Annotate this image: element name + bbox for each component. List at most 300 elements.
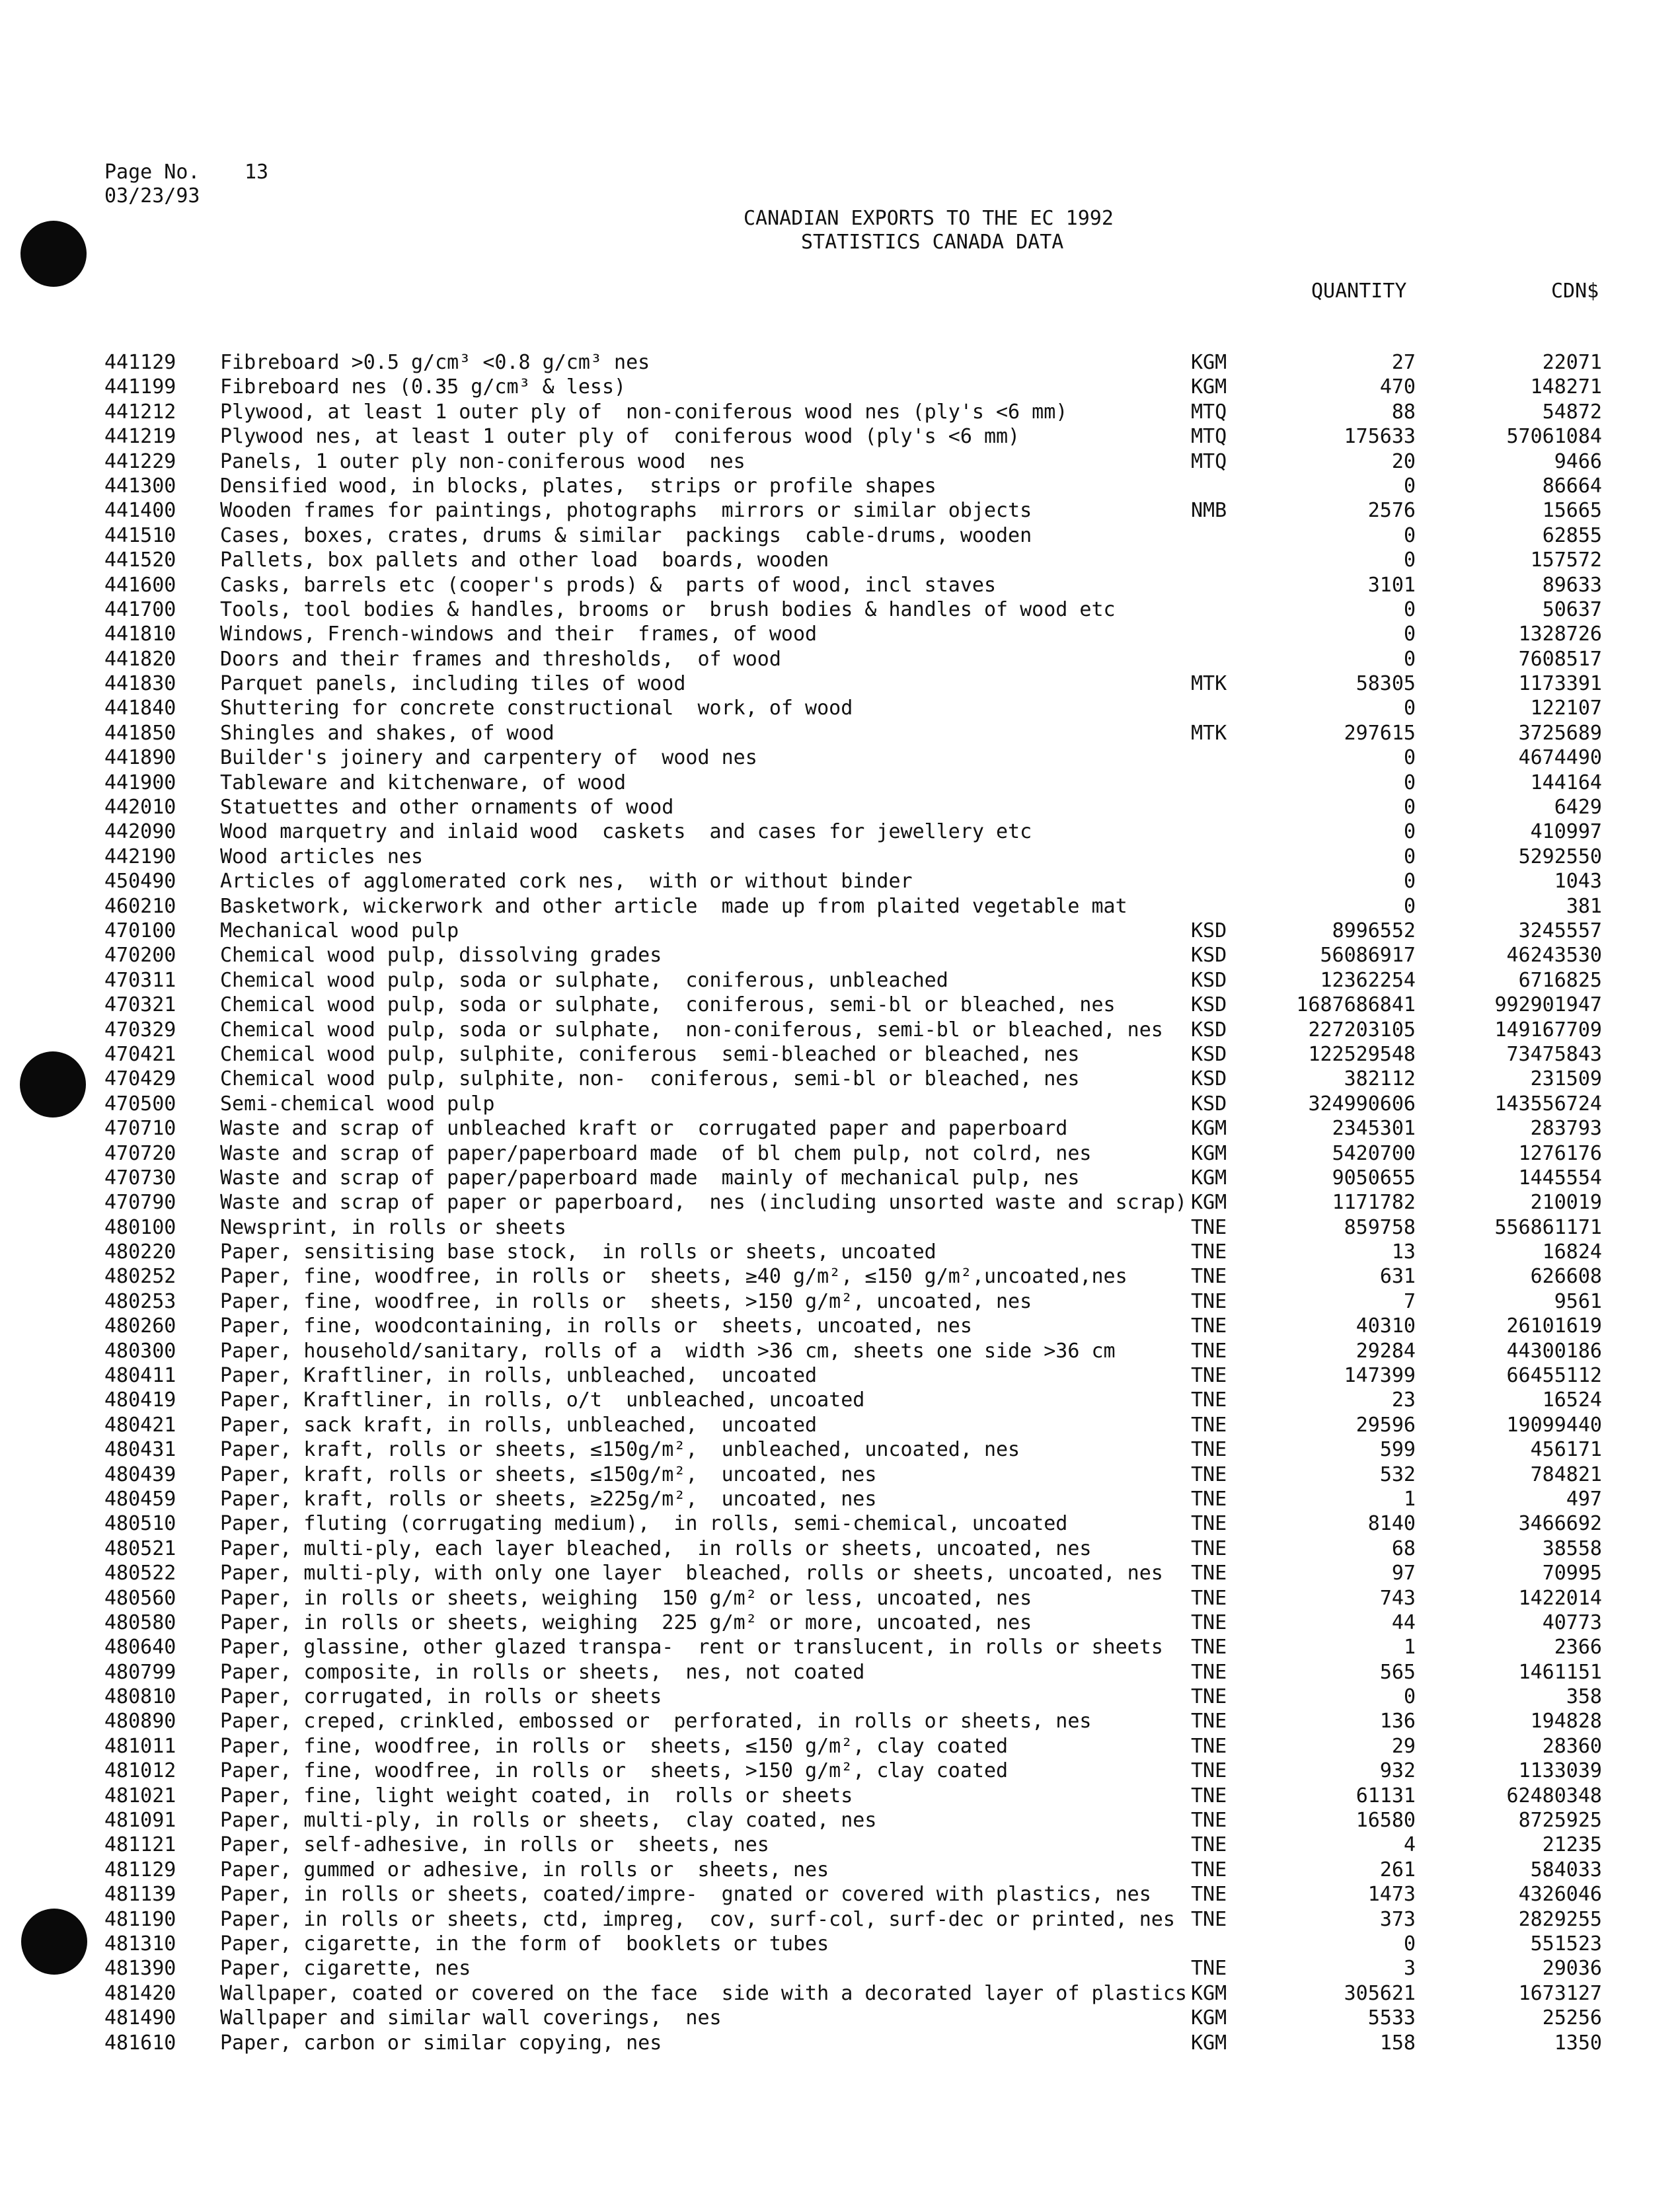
quantity-value: 0	[1403, 845, 1416, 868]
commodity-description: Paper, fine, woodfree, in rolls or sheets, >150 g/m², clay coated	[220, 1759, 1009, 1783]
cdn-dollar-value: 44300186	[1506, 1339, 1602, 1363]
cdn-dollar-value: 1445554	[1518, 1166, 1602, 1190]
table-row	[0, 623, 1680, 648]
unit-of-measure: TNE	[1191, 1710, 1227, 1733]
unit-of-measure: TNE	[1191, 1339, 1227, 1363]
commodity-description: Fibreboard >0.5 g/cm³ <0.8 g/cm³ nes	[220, 351, 650, 374]
quantity-value: 3	[1403, 1957, 1416, 1981]
cdn-dollar-value: 21235	[1542, 1833, 1602, 1857]
commodity-description: Paper, multi-ply, with only one layer bleached, rolls or sheets, uncoated, nes	[220, 1562, 1163, 1585]
quantity-value: 0	[1403, 647, 1416, 671]
cdn-dollar-value: 1276176	[1518, 1141, 1602, 1165]
cdn-dollar-value: 6716825	[1518, 968, 1602, 992]
table-row	[0, 747, 1680, 771]
commodity-description: Paper, kraft, rolls or sheets, ≤150g/m², unbleached, uncoated, nes	[220, 1438, 1020, 1462]
commodity-description: Paper, fine, woodfree, in rolls or sheets, ≤150 g/m², clay coated	[220, 1734, 1009, 1758]
quantity-value: 373	[1379, 1907, 1416, 1931]
quantity-value: 40310	[1355, 1314, 1416, 1338]
commodity-code: 470730	[104, 1166, 176, 1190]
commodity-code: 480253	[104, 1289, 176, 1313]
table-row	[0, 1143, 1680, 1167]
commodity-description: Wood marquetry and inlaid wood caskets and cases for jewellery etc	[220, 820, 1032, 844]
unit-of-measure: KSD	[1191, 968, 1227, 992]
commodity-description: Paper, in rolls or sheets, weighing 150 g/m² or less, uncoated, nes	[220, 1586, 1032, 1610]
commodity-code: 441300	[104, 474, 176, 498]
column-header-value: CDN$	[1551, 280, 1599, 303]
table-row	[0, 376, 1680, 400]
cdn-dollar-value: 28360	[1542, 1734, 1602, 1758]
commodity-code: 481420	[104, 1981, 176, 2005]
table-row	[0, 475, 1680, 500]
quantity-value: 8140	[1367, 1512, 1416, 1536]
table-row	[0, 1192, 1680, 1216]
table-row	[0, 1365, 1680, 1389]
table-row	[0, 648, 1680, 673]
commodity-code: 442190	[104, 845, 176, 868]
unit-of-measure: KGM	[1191, 1981, 1227, 2005]
unit-of-measure: TNE	[1191, 1388, 1227, 1412]
commodity-description: Chemical wood pulp, sulphite, coniferous semi-bleached or bleached, nes	[220, 1042, 1080, 1066]
commodity-code: 441600	[104, 573, 176, 597]
cdn-dollar-value: 2366	[1554, 1636, 1602, 1659]
quantity-value: 122529548	[1308, 1042, 1416, 1066]
cdn-dollar-value: 1328726	[1518, 623, 1602, 646]
quantity-value: 8996552	[1332, 919, 1416, 942]
table-row	[0, 1636, 1680, 1661]
unit-of-measure: KSD	[1191, 1067, 1227, 1091]
quantity-value: 136	[1379, 1710, 1416, 1733]
unit-of-measure: TNE	[1191, 1215, 1227, 1239]
quantity-value: 29596	[1355, 1413, 1416, 1437]
cdn-dollar-value: 54872	[1542, 400, 1602, 424]
cdn-dollar-value: 62480348	[1506, 1784, 1602, 1807]
commodity-code: 470200	[104, 944, 176, 967]
quantity-value: 0	[1403, 746, 1416, 770]
quantity-value: 0	[1403, 870, 1416, 893]
quantity-value: 61131	[1355, 1784, 1416, 1807]
commodity-description: Newsprint, in rolls or sheets	[220, 1215, 566, 1239]
table-row	[0, 1513, 1680, 1537]
commodity-code: 480510	[104, 1512, 176, 1536]
commodity-description: Chemical wood pulp, soda or sulphate, coniferous, unbleached	[220, 968, 948, 992]
commodity-code: 481190	[104, 1907, 176, 1931]
quantity-value: 470	[1379, 375, 1416, 399]
cdn-dollar-value: 46243530	[1506, 944, 1602, 967]
cdn-dollar-value: 1673127	[1518, 1981, 1602, 2005]
quantity-value: 97	[1391, 1562, 1416, 1585]
quantity-value: 16580	[1355, 1809, 1416, 1833]
commodity-description: Chemical wood pulp, sulphite, non- coniferous, semi-bl or bleached, nes	[220, 1067, 1080, 1091]
cdn-dollar-value: 1043	[1554, 870, 1602, 893]
table-row	[0, 1241, 1680, 1266]
commodity-description: Wallpaper and similar wall coverings, nes	[220, 2006, 722, 2030]
quantity-value: 2576	[1367, 499, 1416, 523]
quantity-value: 5420700	[1332, 1141, 1416, 1165]
cdn-dollar-value: 9466	[1554, 449, 1602, 473]
commodity-code: 480300	[104, 1339, 176, 1363]
commodity-description: Paper, self-adhesive, in rolls or sheets, nes	[220, 1833, 769, 1857]
table-row	[0, 1167, 1680, 1192]
commodity-description: Paper, multi-ply, in rolls or sheets, clay coated, nes	[220, 1809, 877, 1833]
unit-of-measure: TNE	[1191, 1759, 1227, 1783]
unit-of-measure: KGM	[1191, 1117, 1227, 1141]
unit-of-measure: MTK	[1191, 721, 1227, 745]
quantity-value: 324990606	[1308, 1092, 1416, 1116]
commodity-description: Waste and scrap of paper or paperboard, nes (including unsorted waste and scrap)	[220, 1191, 1187, 1215]
quantity-value: 29	[1391, 1734, 1416, 1758]
commodity-code: 481011	[104, 1734, 176, 1758]
table-row	[0, 1809, 1680, 1834]
table-row	[0, 352, 1680, 376]
commodity-code: 470321	[104, 993, 176, 1017]
commodity-code: 480419	[104, 1388, 176, 1412]
commodity-description: Waste and scrap of unbleached kraft or corrugated paper and paperboard	[220, 1117, 1068, 1141]
table-row	[0, 1043, 1680, 1068]
quantity-value: 0	[1403, 894, 1416, 918]
quantity-value: 0	[1403, 771, 1416, 794]
unit-of-measure: KGM	[1191, 1166, 1227, 1190]
unit-of-measure: TNE	[1191, 1660, 1227, 1684]
quantity-value: 13	[1391, 1240, 1416, 1264]
quantity-value: 23	[1391, 1388, 1416, 1412]
column-header-quantity: QUANTITY	[1311, 280, 1407, 303]
page-number: 13	[245, 161, 269, 184]
unit-of-measure: KSD	[1191, 1018, 1227, 1042]
punch-hole-top	[20, 221, 87, 287]
commodity-description: Paper, fine, woodfree, in rolls or sheets, ≥40 g/m², ≤150 g/m²,uncoated,nes	[220, 1265, 1127, 1289]
quantity-value: 382112	[1344, 1067, 1416, 1091]
commodity-description: Mechanical wood pulp	[220, 919, 459, 942]
quantity-value: 0	[1403, 597, 1416, 621]
commodity-code: 442090	[104, 820, 176, 844]
quantity-value: 0	[1403, 474, 1416, 498]
commodity-code: 480799	[104, 1660, 176, 1684]
commodity-description: Paper, kraft, rolls or sheets, ≤150g/m², uncoated, nes	[220, 1462, 877, 1486]
unit-of-measure: TNE	[1191, 1512, 1227, 1536]
table-row	[0, 1562, 1680, 1587]
quantity-value: 743	[1379, 1586, 1416, 1610]
commodity-code: 441520	[104, 549, 176, 572]
cdn-dollar-value: 2829255	[1518, 1907, 1602, 1931]
quantity-value: 5533	[1367, 2006, 1416, 2030]
quantity-value: 0	[1403, 1932, 1416, 1955]
table-row	[0, 1883, 1680, 1908]
commodity-description: Waste and scrap of paper/paperboard made of bl chem pulp, not colrd, nes	[220, 1141, 1092, 1165]
cdn-dollar-value: 231509	[1530, 1067, 1602, 1091]
commodity-code: 441199	[104, 375, 176, 399]
cdn-dollar-value: 38558	[1542, 1536, 1602, 1560]
quantity-value: 20	[1391, 449, 1416, 473]
commodity-description: Wood articles nes	[220, 845, 424, 868]
table-row	[0, 944, 1680, 969]
unit-of-measure: TNE	[1191, 1907, 1227, 1931]
cdn-dollar-value: 144164	[1530, 771, 1602, 794]
commodity-code: 441400	[104, 499, 176, 523]
quantity-value: 1171782	[1332, 1191, 1416, 1215]
unit-of-measure: KGM	[1191, 1141, 1227, 1165]
commodity-description: Paper, fine, woodcontaining, in rolls or sheets, uncoated, nes	[220, 1314, 972, 1338]
quantity-value: 12362254	[1320, 968, 1416, 992]
commodity-code: 480522	[104, 1562, 176, 1585]
cdn-dollar-value: 1173391	[1518, 672, 1602, 696]
cdn-dollar-value: 1461151	[1518, 1660, 1602, 1684]
table-row	[0, 1909, 1680, 1933]
unit-of-measure: TNE	[1191, 1265, 1227, 1289]
cdn-dollar-value: 19099440	[1506, 1413, 1602, 1437]
commodity-description: Paper, glassine, other glazed transpa- rent or translucent, in rolls or sheets	[220, 1636, 1163, 1659]
unit-of-measure: TNE	[1191, 1833, 1227, 1857]
quantity-value: 9050655	[1332, 1166, 1416, 1190]
quantity-value: 297615	[1344, 721, 1416, 745]
commodity-description: Paper, kraft, rolls or sheets, ≥225g/m², uncoated, nes	[220, 1487, 877, 1511]
table-row	[0, 1686, 1680, 1710]
unit-of-measure: KSD	[1191, 1042, 1227, 1066]
quantity-value: 565	[1379, 1660, 1416, 1684]
unit-of-measure: KGM	[1191, 375, 1227, 399]
commodity-description: Densified wood, in blocks, plates, strips or profile shapes	[220, 474, 936, 498]
commodity-code: 480431	[104, 1438, 176, 1462]
table-row	[0, 1612, 1680, 1636]
unit-of-measure: TNE	[1191, 1734, 1227, 1758]
quantity-value: 0	[1403, 1685, 1416, 1709]
cdn-dollar-value: 26101619	[1506, 1314, 1602, 1338]
commodity-description: Paper, cigarette, nes	[220, 1957, 471, 1981]
table-row	[0, 599, 1680, 623]
table-row	[0, 796, 1680, 821]
table-row	[0, 821, 1680, 845]
commodity-code: 460210	[104, 894, 176, 918]
report-date: 03/23/93	[104, 184, 200, 208]
unit-of-measure: KSD	[1191, 944, 1227, 967]
commodity-code: 470429	[104, 1067, 176, 1091]
unit-of-measure: TNE	[1191, 1438, 1227, 1462]
commodity-description: Chemical wood pulp, soda or sulphate, non-coniferous, semi-bl or bleached, nes	[220, 1018, 1163, 1042]
unit-of-measure: KSD	[1191, 993, 1227, 1017]
quantity-value: 147399	[1344, 1364, 1416, 1388]
table-row	[0, 1538, 1680, 1562]
quantity-value: 0	[1403, 549, 1416, 572]
unit-of-measure: TNE	[1191, 1586, 1227, 1610]
cdn-dollar-value: 143556724	[1494, 1092, 1602, 1116]
table-row	[0, 994, 1680, 1018]
table-row	[0, 500, 1680, 524]
quantity-value: 0	[1403, 523, 1416, 547]
unit-of-measure: TNE	[1191, 1685, 1227, 1709]
unit-of-measure: TNE	[1191, 1314, 1227, 1338]
cdn-dollar-value: 57061084	[1506, 425, 1602, 449]
commodity-code: 441129	[104, 351, 176, 374]
unit-of-measure: KGM	[1191, 2006, 1227, 2030]
table-row	[0, 1315, 1680, 1340]
cdn-dollar-value: 194828	[1530, 1710, 1602, 1733]
commodity-code: 470100	[104, 919, 176, 942]
quantity-value: 1	[1403, 1487, 1416, 1511]
cdn-dollar-value: 381	[1566, 894, 1602, 918]
quantity-value: 158	[1379, 2031, 1416, 2055]
unit-of-measure: TNE	[1191, 1536, 1227, 1560]
table-row	[0, 772, 1680, 796]
table-row	[0, 1266, 1680, 1290]
table-row	[0, 697, 1680, 722]
commodity-code: 481310	[104, 1932, 176, 1955]
table-row	[0, 920, 1680, 944]
cdn-dollar-value: 7608517	[1518, 647, 1602, 671]
quantity-value: 0	[1403, 697, 1416, 720]
commodity-code: 480411	[104, 1364, 176, 1388]
table-row	[0, 969, 1680, 994]
commodity-code: 470421	[104, 1042, 176, 1066]
table-row	[0, 1093, 1680, 1118]
commodity-code: 441820	[104, 647, 176, 671]
cdn-dollar-value: 3466692	[1518, 1512, 1602, 1536]
cdn-dollar-value: 86664	[1542, 474, 1602, 498]
quantity-value: 532	[1379, 1462, 1416, 1486]
quantity-value: 0	[1403, 623, 1416, 646]
commodity-code: 480890	[104, 1710, 176, 1733]
commodity-code: 441810	[104, 623, 176, 646]
quantity-value: 56086917	[1320, 944, 1416, 967]
table-row	[0, 1661, 1680, 1686]
quantity-value: 261	[1379, 1858, 1416, 1881]
commodity-code: 470720	[104, 1141, 176, 1165]
table-row	[0, 1785, 1680, 1809]
table-row	[0, 1340, 1680, 1365]
commodity-description: Wallpaper, coated or covered on the face side with a decorated layer of plastics	[220, 1981, 1187, 2005]
cdn-dollar-value: 25256	[1542, 2006, 1602, 2030]
commodity-description: Semi-chemical wood pulp	[220, 1092, 495, 1116]
table-row	[0, 2032, 1680, 2057]
unit-of-measure: KGM	[1191, 2031, 1227, 2055]
commodity-code: 441219	[104, 425, 176, 449]
commodity-description: Plywood, at least 1 outer ply of non-coniferous wood nes (ply's <6 mm)	[220, 400, 1068, 424]
commodity-code: 481021	[104, 1784, 176, 1807]
cdn-dollar-value: 992901947	[1494, 993, 1602, 1017]
commodity-description: Paper, in rolls or sheets, weighing 225 g/m² or more, uncoated, nes	[220, 1611, 1032, 1634]
cdn-dollar-value: 584033	[1530, 1858, 1602, 1881]
commodity-description: Paper, sack kraft, in rolls, unbleached, uncoated	[220, 1413, 818, 1437]
report-subtitle: STATISTICS CANADA DATA	[801, 231, 1064, 254]
commodity-code: 441229	[104, 449, 176, 473]
table-row	[0, 2007, 1680, 2031]
commodity-description: Paper, carbon or similar copying, nes	[220, 2031, 662, 2055]
commodity-description: Paper, fluting (corrugating medium), in rolls, semi-chemical, uncoated	[220, 1512, 1068, 1536]
commodity-description: Paper, Kraftliner, in rolls, o/t unbleached, uncoated	[220, 1388, 865, 1412]
cdn-dollar-value: 16524	[1542, 1388, 1602, 1412]
commodity-description: Doors and their frames and thresholds, of wood	[220, 647, 781, 671]
quantity-value: 1	[1403, 1636, 1416, 1659]
unit-of-measure: TNE	[1191, 1636, 1227, 1659]
cdn-dollar-value: 9561	[1554, 1289, 1602, 1313]
table-row	[0, 1983, 1680, 2007]
commodity-description: Fibreboard nes (0.35 g/cm³ & less)	[220, 375, 627, 399]
table-row	[0, 1291, 1680, 1315]
commodity-description: Chemical wood pulp, dissolving grades	[220, 944, 662, 967]
commodity-code: 441510	[104, 523, 176, 547]
commodity-code: 480260	[104, 1314, 176, 1338]
table-row	[0, 846, 1680, 870]
commodity-description: Paper, multi-ply, each layer bleached, in rolls or sheets, uncoated, nes	[220, 1536, 1092, 1560]
commodity-code: 470790	[104, 1191, 176, 1215]
cdn-dollar-value: 73475843	[1506, 1042, 1602, 1066]
commodity-code: 450490	[104, 870, 176, 893]
commodity-code: 480521	[104, 1536, 176, 1560]
table-row	[0, 401, 1680, 426]
commodity-code: 481390	[104, 1957, 176, 1981]
table-row	[0, 1735, 1680, 1760]
cdn-dollar-value: 1422014	[1518, 1586, 1602, 1610]
commodity-code: 480580	[104, 1611, 176, 1634]
commodity-code: 481610	[104, 2031, 176, 2055]
table-row	[0, 722, 1680, 747]
quantity-value: 305621	[1344, 1981, 1416, 2005]
table-row	[0, 1760, 1680, 1784]
unit-of-measure: KGM	[1191, 351, 1227, 374]
commodity-code: 441890	[104, 746, 176, 770]
commodity-description: Waste and scrap of paper/paperboard made mainly of mechanical pulp, nes	[220, 1166, 1080, 1190]
commodity-description: Paper, creped, crinkled, embossed or perforated, in rolls or sheets, nes	[220, 1710, 1092, 1733]
cdn-dollar-value: 456171	[1530, 1438, 1602, 1462]
commodity-description: Shingles and shakes, of wood	[220, 721, 554, 745]
commodity-description: Statuettes and other ornaments of wood	[220, 796, 674, 819]
commodity-description: Tools, tool bodies & handles, brooms or brush bodies & handles of wood etc	[220, 597, 1116, 621]
cdn-dollar-value: 497	[1566, 1487, 1602, 1511]
commodity-description: Plywood nes, at least 1 outer ply of coniferous wood (ply's <6 mm)	[220, 425, 1020, 449]
commodity-code: 481012	[104, 1759, 176, 1783]
cdn-dollar-value: 149167709	[1494, 1018, 1602, 1042]
quantity-value: 1687686841	[1296, 993, 1416, 1017]
commodity-code: 480459	[104, 1487, 176, 1511]
quantity-value: 175633	[1344, 425, 1416, 449]
commodity-description: Wooden frames for paintings, photographs mirrors or similar objects	[220, 499, 1032, 523]
table-row	[0, 525, 1680, 549]
cdn-dollar-value: 1133039	[1518, 1759, 1602, 1783]
page-label: Page No.	[104, 161, 200, 184]
exports-table	[0, 352, 1680, 2057]
commodity-code: 480252	[104, 1265, 176, 1289]
cdn-dollar-value: 784821	[1530, 1462, 1602, 1486]
unit-of-measure: TNE	[1191, 1784, 1227, 1807]
commodity-code: 481091	[104, 1809, 176, 1833]
cdn-dollar-value: 283793	[1530, 1117, 1602, 1141]
table-row	[0, 1439, 1680, 1463]
commodity-description: Tableware and kitchenware, of wood	[220, 771, 627, 794]
table-row	[0, 1019, 1680, 1043]
commodity-code: 442010	[104, 796, 176, 819]
cdn-dollar-value: 148271	[1530, 375, 1602, 399]
commodity-code: 481129	[104, 1858, 176, 1881]
unit-of-measure: KSD	[1191, 919, 1227, 942]
cdn-dollar-value: 1350	[1554, 2031, 1602, 2055]
cdn-dollar-value: 556861171	[1494, 1215, 1602, 1239]
commodity-code: 470710	[104, 1117, 176, 1141]
quantity-value: 44	[1391, 1611, 1416, 1634]
commodity-description: Paper, household/sanitary, rolls of a width >36 cm, sheets one side >36 cm	[220, 1339, 1116, 1363]
quantity-value: 932	[1379, 1759, 1416, 1783]
unit-of-measure: TNE	[1191, 1883, 1227, 1907]
unit-of-measure: TNE	[1191, 1462, 1227, 1486]
table-row	[0, 1464, 1680, 1488]
cdn-dollar-value: 29036	[1542, 1957, 1602, 1981]
commodity-code: 441830	[104, 672, 176, 696]
unit-of-measure: TNE	[1191, 1858, 1227, 1881]
commodity-code: 441900	[104, 771, 176, 794]
cdn-dollar-value: 15665	[1542, 499, 1602, 523]
table-row	[0, 1217, 1680, 1241]
table-row	[0, 1389, 1680, 1414]
quantity-value: 3101	[1367, 573, 1416, 597]
cdn-dollar-value: 626608	[1530, 1265, 1602, 1289]
commodity-code: 480560	[104, 1586, 176, 1610]
